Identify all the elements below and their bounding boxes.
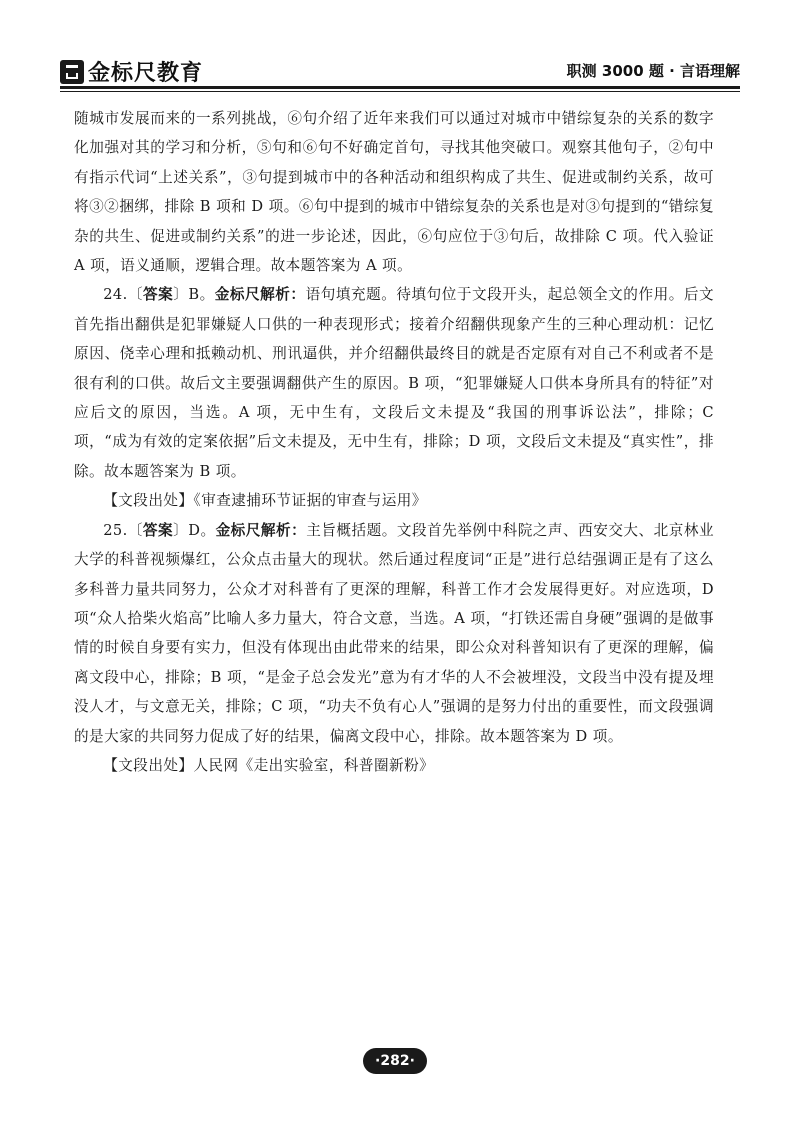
header-divider-thin bbox=[60, 91, 740, 92]
answer-24-choice: 〕B。 bbox=[173, 286, 215, 304]
answer-25-paragraph bbox=[74, 516, 714, 751]
answer-24-label: 答案 bbox=[142, 286, 174, 304]
intro-paragraph: 随城市发展而来的一系列挑战，⑥句介绍了近年来我们可以通过对城市中错综复杂的关系的数字化加强对其的学习和分析，⑤句和⑥句不好确定首句，寻找其他突破口。观察其他句子，②句中有指示代词“上述关系”，③句提到城市中的各种活动和组织构成了共生、促进或制约关系，故可将③②捆绑，排除 B 项和 D 项。⑥句中提到的城市中错综复杂的关系也是对③句提到的“错综复杂的共生、促进或制约关系”的进一步论述，因此，⑥句应位于③句后，故排除 C 项。代入验证 A 项，语义通顺，逻辑合理。故本题答案为 A 项。 bbox=[74, 110, 714, 275]
analysis-25-label: 金标尺解析： bbox=[215, 521, 307, 539]
answer-25-label: 答案 bbox=[142, 521, 174, 539]
answer-24-paragraph bbox=[74, 280, 714, 486]
logo-text: 金标尺教育 bbox=[88, 61, 204, 86]
analysis-25-text: 主旨概括题。文段首先举例中科院之声、西安交大、北京林业大学的科普视频爆红，公众点击量大的现状。然后通过程度词“正是”进行总结强调正是有了这么多科普力量共同努力，公众才对科普有了更深的理解，科普工作才会发展得更好。对应选项，D 项“众人拾柴火焰高”比喻人多力量大，符合文意，当选。A 项，“打铁还需自身硬”强调的是做事情的时候自身要有实力，但没有体现出由此带来的结果，即公众对科普知识有了更深的理解，偏离文段中心，排除；B 项，“是金子总会发光”意为有才华的人不会被埋没，文段当中没有提及埋没人才，与文意无关，排除；C 项，“功夫不负有心人”强调的是努力付出的重要性，而文段强调的是大家的共同努力促成了好的结果，偏离文段中心，排除。故本题答案为 D 项。 bbox=[74, 521, 715, 745]
source-25: 【文段出处】人民网《走出实验室，科普圈新粉》 bbox=[103, 756, 435, 774]
page-number: ·282· bbox=[363, 1048, 427, 1074]
answer-25-prefix: 25.〔 bbox=[103, 521, 143, 539]
header-divider bbox=[60, 86, 740, 89]
logo-icon bbox=[60, 60, 84, 84]
page-number-value: 282 bbox=[380, 1053, 410, 1069]
answer-24-prefix: 24.〔 bbox=[103, 286, 143, 304]
answer-25-choice: 〕D。 bbox=[173, 521, 216, 539]
analysis-24-label: 金标尺解析： bbox=[214, 286, 306, 304]
book-title: 职测 3000 题 · 言语理解 bbox=[566, 62, 740, 80]
page-content bbox=[74, 104, 714, 780]
brand-logo bbox=[60, 56, 203, 87]
source-24: 【文段出处】《审查逮捕环节证据的审查与运用》 bbox=[103, 492, 427, 510]
analysis-24-text: 语句填充题。待填句位于文段开头，起总领全文的作用。后文首先指出翻供是犯罪嫌疑人口供的一种表现形式；接着介绍翻供现象产生的三种心理动机：记忆原因、侥幸心理和抵赖动机、刑讯逼供，并介绍翻供最终目的就是否定原有对自己不利或者不是很有利的口供。故后文主要强调翻供产生的原因。B 项，“犯罪嫌疑人口供本身所具有的特征”对应后文的原因，当选。A 项，无中生有，文段后文未提及“我国的刑事诉讼法”，排除；C 项，“成为有效的定案依据”后文未提及，无中生有，排除；D 项，文段后文未提及“真实性”，排除。故本题答案为 B 项。 bbox=[74, 286, 715, 480]
page-header bbox=[60, 50, 740, 86]
